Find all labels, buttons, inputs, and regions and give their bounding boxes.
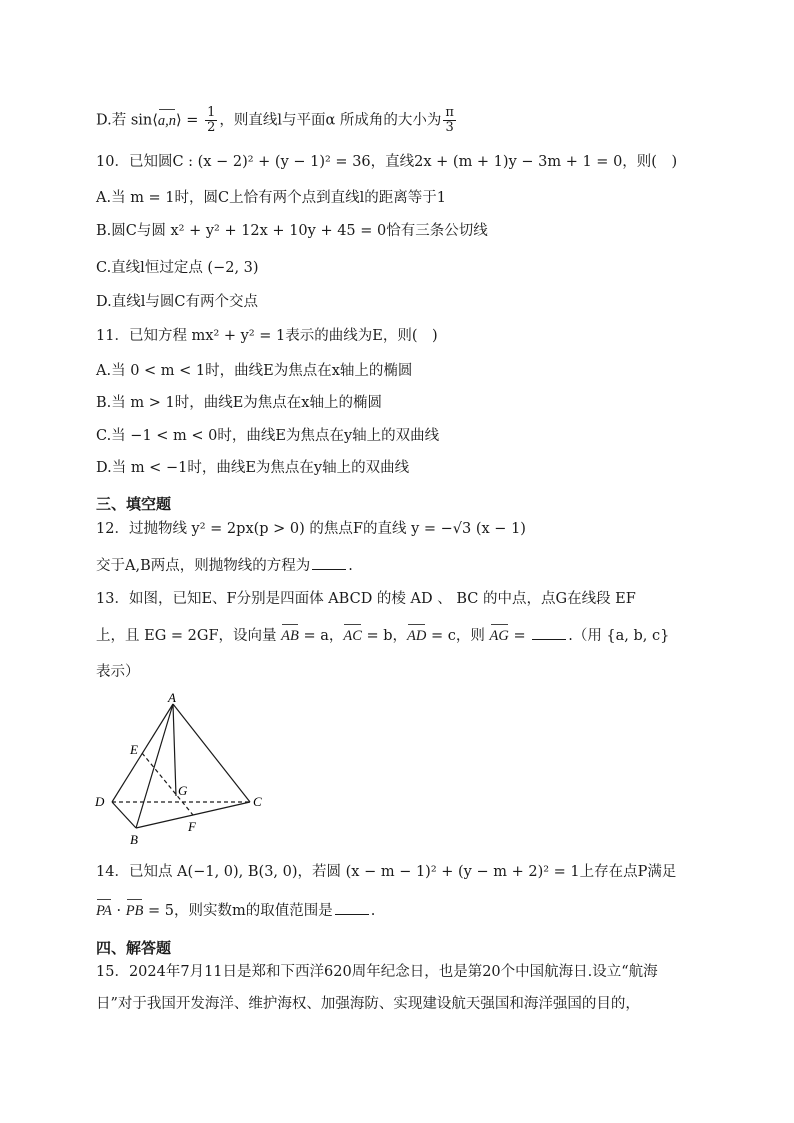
- q13-eq-b: = b，: [361, 628, 408, 644]
- label-b: B: [130, 832, 138, 847]
- answer-blank: [312, 569, 346, 570]
- q14-line2: [96, 901, 375, 921]
- tetrahedron-figure: [92, 692, 272, 852]
- q9d-text: ，则直线l与平面α 所成角的大小为: [219, 112, 442, 129]
- vector-pa: PA: [96, 903, 112, 919]
- q11-option-a: A.当 0 < m < 1时，曲线E为焦点在x轴上的椭圆: [96, 363, 413, 379]
- frac-den: 2: [207, 120, 216, 135]
- q9d-mid: ⟩ =: [176, 112, 204, 129]
- q12-period: .: [348, 558, 353, 574]
- q12-text: 交于A,B两点，则抛物线的方程为: [96, 558, 311, 574]
- q15-line1: 15．2024年7月11日是郑和下西洋620周年纪念日，也是第20个中国航海日.设立“航海: [96, 964, 658, 980]
- label-c: C: [253, 794, 262, 809]
- section-heading-fill-in: 三、填空题: [96, 495, 172, 513]
- q14-text: = 5，则实数m的取值范围是: [143, 903, 333, 919]
- q14-period: .: [370, 903, 376, 919]
- q15-line2: 日”对于我国开发海洋、维护海权、加强海防、实现建设航天强国和海洋强国的目的，: [96, 996, 640, 1012]
- q13-basis: .（用 {a, b, c}: [568, 628, 670, 644]
- q12-line2: [96, 556, 353, 576]
- q14-line1: 14．已知点 A(−1, 0), B(3, 0)，若圆 (x − m − 1)² + (y − m + 2)² = 1上存在点P满足: [96, 864, 677, 880]
- q11-stem: 11．已知方程 mx² + y² = 1表示的曲线为E，则( ): [96, 328, 438, 344]
- frac-num: 1: [207, 105, 216, 120]
- q13-eq-c: = c，则: [426, 628, 490, 644]
- frac-den: 3: [445, 120, 454, 135]
- q10-option-a: A.当 m = 1时，圆C上恰有两个点到直线l的距离等于1: [96, 190, 446, 206]
- answer-blank: [335, 914, 369, 915]
- q13-line3: 表示）: [96, 664, 140, 680]
- q13-text: 上，且 EG = 2GF，设向量: [96, 628, 282, 644]
- q9d-vectors: a,n: [157, 112, 177, 129]
- answer-blank: [532, 639, 566, 640]
- label-f: F: [188, 819, 196, 834]
- q10-option-c: C.直线l恒过定点 (−2, 3): [96, 260, 259, 276]
- q10-stem: 10．已知圆C : (x − 2)² + (y − 1)² = 36，直线2x + (m + 1)y − 3m + 1 = 0，则( ): [96, 154, 678, 170]
- vector-ab: AB: [281, 628, 299, 644]
- q13-line2: [96, 626, 669, 646]
- frac-num: π: [445, 105, 454, 120]
- edge-db: [112, 802, 136, 828]
- q11-option-d: D.当 m < −1时，曲线E为焦点在y轴上的双曲线: [96, 460, 410, 476]
- fraction-one-half: [205, 106, 217, 135]
- q13-line1: 13．如图，已知E、F分别是四面体 ABCD 的棱 AD 、 BC 的中点，点G在线段 EF: [96, 591, 636, 607]
- q11-option-b: B.当 m > 1时，曲线E为焦点在x轴上的椭圆: [96, 395, 382, 411]
- label-e: E: [130, 742, 138, 757]
- q9-option-d: [96, 106, 458, 135]
- vector-ag: AG: [489, 628, 509, 644]
- fraction-pi-third: [443, 106, 456, 135]
- vector-ad: AD: [407, 628, 427, 644]
- q10-option-d: D.直线l与圆C有两个交点: [96, 294, 258, 310]
- section-heading-answer: 四、解答题: [96, 939, 172, 957]
- q13-eq-a: = a，: [298, 628, 344, 644]
- q13-eq-g: =: [508, 628, 531, 644]
- vector-ac: AC: [343, 628, 362, 644]
- label-g: G: [178, 783, 188, 798]
- label-d: D: [95, 794, 105, 809]
- q11-option-c: C.当 −1 < m < 0时，曲线E为焦点在y轴上的双曲线: [96, 428, 440, 444]
- q10-option-b: B.圆C与圆 x² + y² + 12x + 10y + 45 = 0恰有三条公切线: [96, 223, 488, 239]
- q9d-prefix: D.若 sin⟨: [96, 112, 158, 129]
- vector-pb: PB: [125, 903, 144, 919]
- segment-ag: [173, 704, 176, 796]
- label-a: A: [168, 692, 176, 705]
- dot-product: ·: [111, 903, 126, 919]
- q12-line1: 12．过抛物线 y² = 2px(p > 0) 的焦点F的直线 y = −√3 (x − 1): [96, 521, 526, 537]
- edge-ab: [136, 704, 173, 828]
